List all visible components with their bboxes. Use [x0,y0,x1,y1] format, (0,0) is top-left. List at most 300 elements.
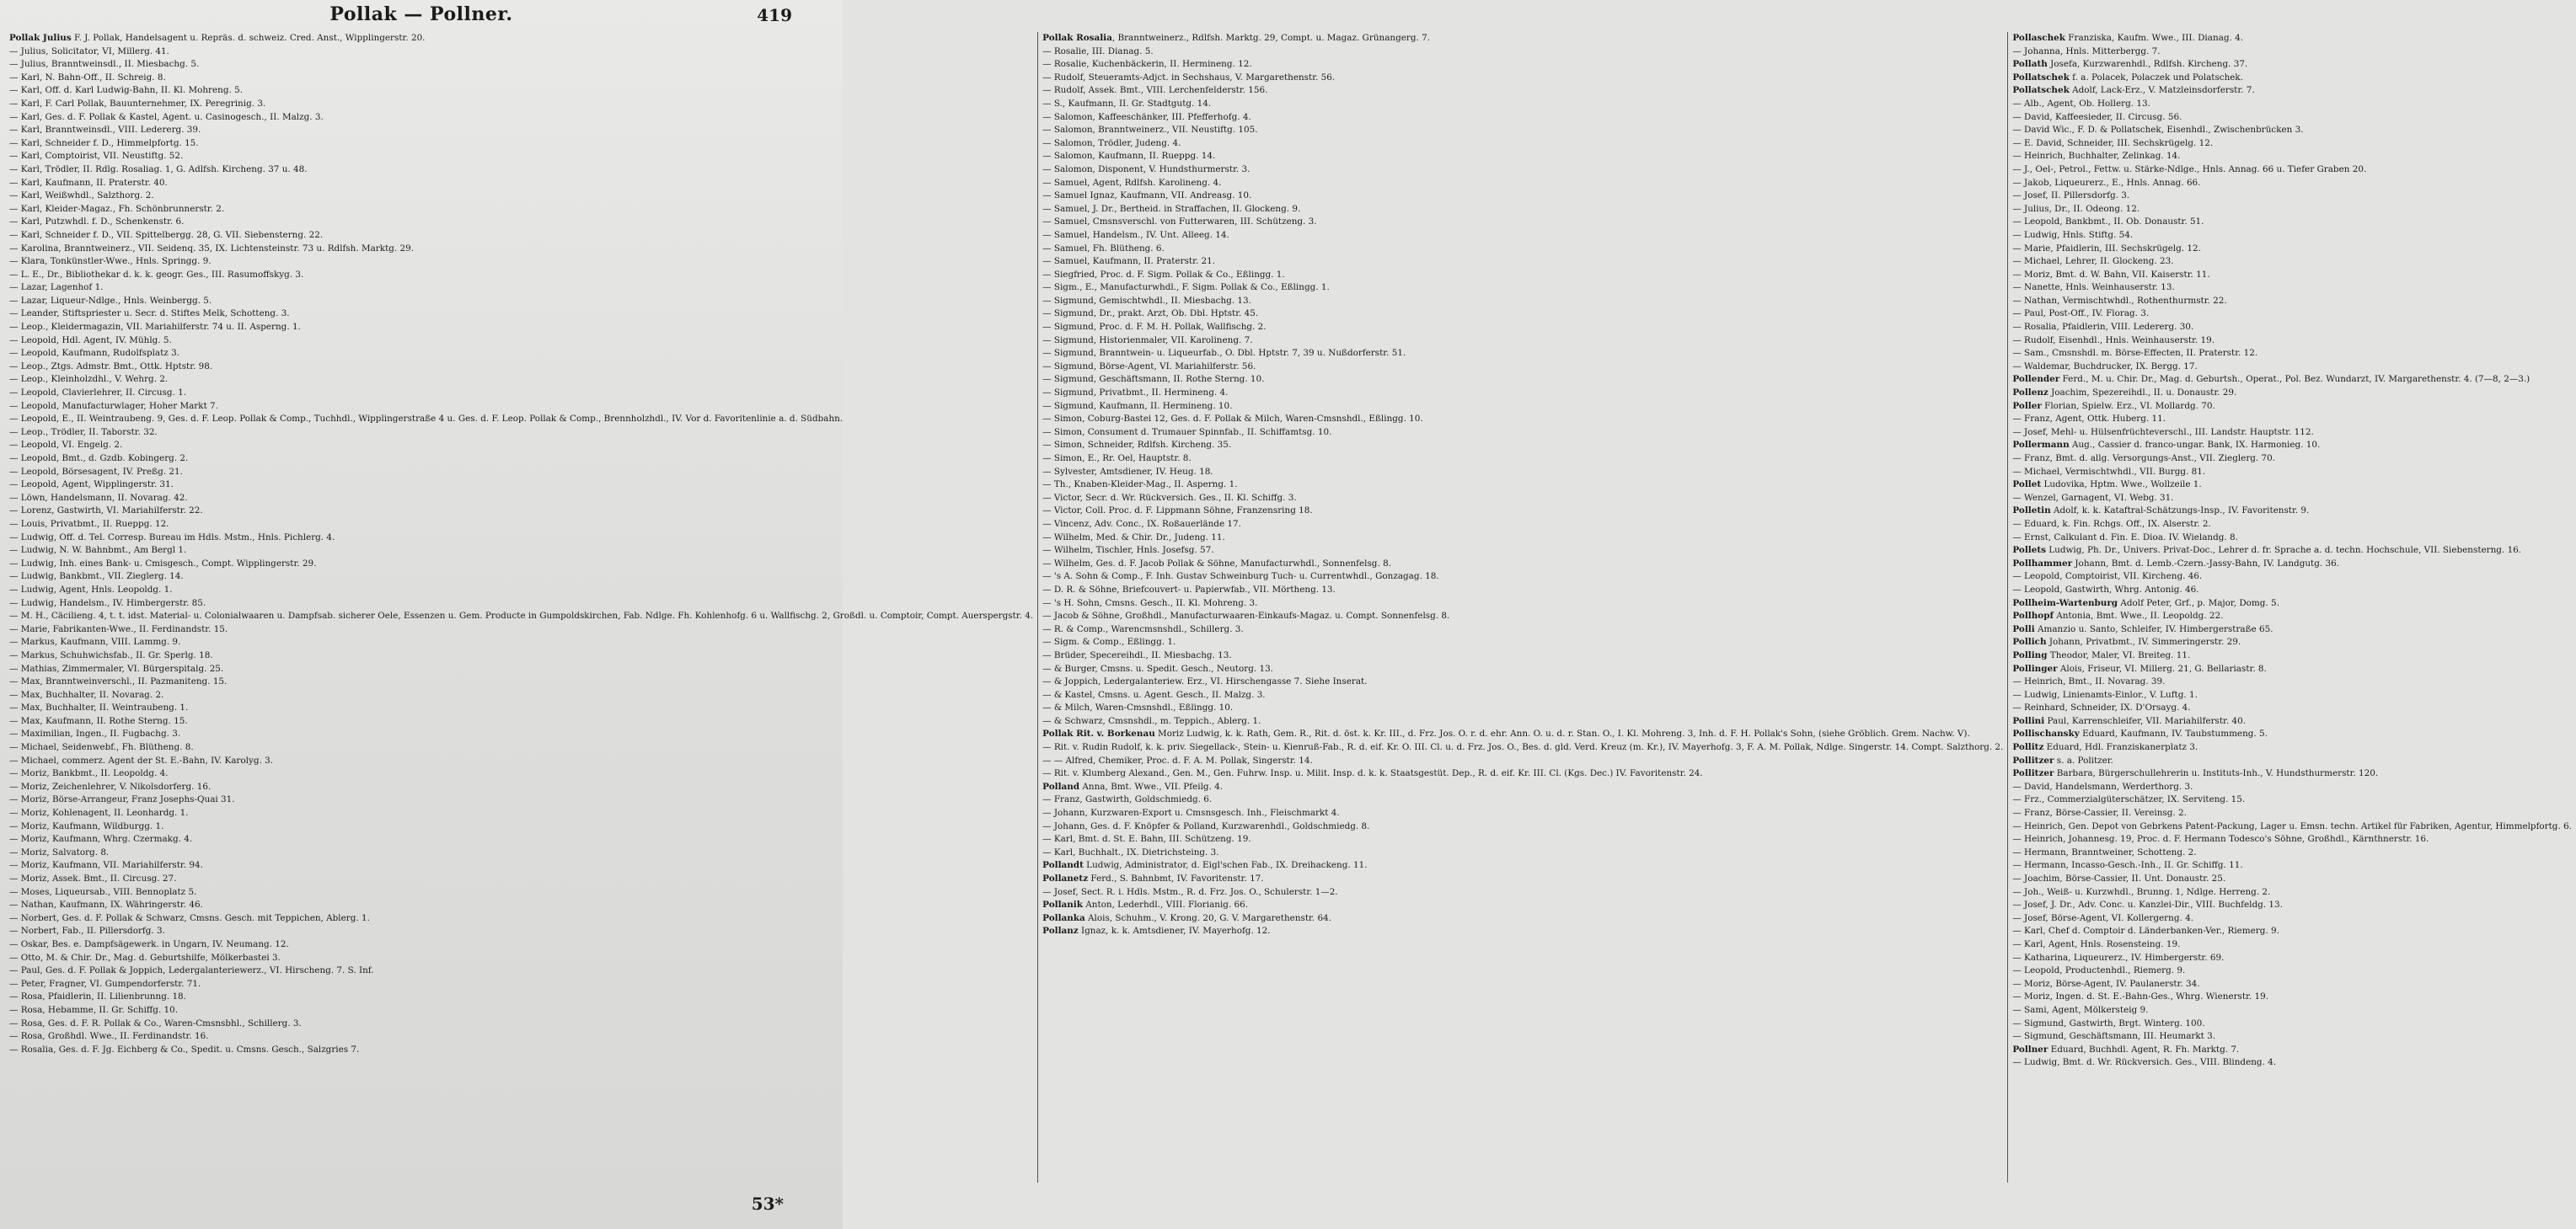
entry-text: — Michael, Lehrer, II. Glockeng. 23. [2012,256,2174,267]
entry-text: Eduard, Kaufmann, IV. Taubstummeng. 5. [2079,729,2268,740]
entry-text: — Ludwig, Hnls. Stiftg. 54. [2012,229,2134,240]
entry-text: — Ludwig, Inh. eines Bank- u. Cmisgesch., Compt. Wipplingerstr. 29. [9,558,317,569]
directory-entry [1042,347,2003,361]
entry-text: Ludwig, Ph. Dr., Univers. Privat-Doc., Lehrer d. fr. Sprache a. d. techn. Hochschule, VII. Siebensterng. 16. [2045,545,2522,556]
directory-entry [2012,636,2572,649]
entry-text: — Karl, Ges. d. F. Pollak & Kastel, Agent. u. Casinogesch., II. Malzg. 3. [9,111,324,122]
column-right [2007,32,2576,1183]
entry-text: — & Joppich, Ledergalanteriew. Erz., VI. Hirschengasse 7. Siehe Inserat. [1042,676,1368,687]
entry-text: — Ludwig, Bmt. d. Wr. Rückversich. Ges., VIII. Blindeng. 4. [2012,1057,2277,1068]
directory-entry [9,32,1033,45]
entry-text: — Paul, Ges. d. F. Pollak & Joppich, Ledergalanteriewerz., VI. Hirscheng. 7. S. Inf. [9,965,374,976]
entry-text: — Sigmund, Börse-Agent, VI. Mariahilferstr. 56. [1042,361,1256,371]
entry-text: — Simon, Consument d. Trumauer Spinnfab., II. Schiffamtsg. 10. [1042,426,1332,437]
directory-entry [1042,229,2003,243]
entry-text: — Rudolf, Assek. Bmt., VIII. Lerchenfelderstr. 156. [1042,85,1268,96]
column-left [5,32,1037,1183]
directory-entry [2012,715,2572,729]
directory-entry [1042,636,2003,649]
directory-entry [1042,373,2003,387]
directory-entry [9,124,1033,137]
directory-entry [9,820,1033,834]
entry-text: — Moriz, Bankbmt., II. Leopoldg. 4. [9,768,169,779]
directory-entry [1042,663,2003,676]
entry-text: — R. & Comp., Warencmsnshdl., Schillerg. 3. [1042,623,1244,634]
directory-entry [1042,794,2003,807]
entry-text: Ignaz, k. k. Amtsdiener, IV. Mayerhofg. 12. [1078,926,1271,937]
entry-text: f. a. Polacek, Polaczek und Polatschek. [2069,72,2244,83]
directory-entry [1042,676,2003,689]
entry-text: Josefa, Kurzwarenhdl., Rdlfsh. Kircheng. 37. [2047,59,2248,70]
directory-entry [2012,1018,2572,1031]
directory-entry [1042,728,2003,741]
directory-entry [9,466,1033,479]
directory-entry [9,649,1033,663]
page-number: 419 [757,5,792,25]
entry-text: — Karl, Comptoirist, VII. Neustiftg. 52. [9,151,184,162]
directory-entry [2012,649,2572,663]
directory-entry [1042,702,2003,715]
directory-entry [1042,570,2003,584]
entry-text: s. a. Politzer. [2054,755,2113,766]
entry-surname: Pollini [2012,715,2045,726]
entry-text: — Wenzel, Garnagent, VI. Webg. 31. [2012,492,2174,503]
directory-entry [1042,387,2003,400]
entry-surname: Pollatschek [2012,85,2070,96]
entry-text: — Lorenz, Gastwirth, VI. Mariahilferstr. 22. [9,505,203,516]
entry-text: — Lazar, Lagenhof 1. [9,282,104,293]
directory-entry [2012,741,2572,755]
directory-entry [9,361,1033,374]
entry-text: Ferd., S. Bahnbmt, IV. Favoritenstr. 17. [1088,874,1264,884]
directory-entry [2012,938,2572,952]
directory-entry [9,570,1033,584]
entry-surname: Polletin [2012,505,2051,516]
entry-surname: Pollitz [2012,742,2044,753]
directory-entry [2012,492,2572,505]
entry-text: — Eduard, k. Fin. Rchgs. Off., IX. Alserstr. 2. [2012,518,2211,529]
directory-entry [2012,1044,2572,1057]
directory-entry [1042,755,2003,768]
entry-text: — Marie, Fabrikanten-Wwe., II. Ferdinandstr. 15. [9,623,228,634]
entry-text: — Moriz, Zeichenlehrer, V. Nikolsdorferg. 16. [9,781,212,792]
entry-surname: Pollak Rosalia [1042,33,1112,43]
entry-surname: Pollandt [1042,860,1084,871]
entry-text: — Heinrich, Buchhalter, Zelinkag. 14. [2012,151,2181,162]
entry-text: — Salomon, Kaufmann, II. Rueppg. 14. [1042,151,1216,162]
entry-text: — Johanna, Hnls. Mitterbergg. 7. [2012,45,2161,56]
directory-entry [9,925,1033,938]
entry-text: — Siegfried, Proc. d. F. Sigm. Pollak & Co., Eßlingg. 1. [1042,269,1285,280]
entry-text: — Ludwig, Handelsm., IV. Himbergerstr. 85. [9,597,206,608]
column-middle [1037,32,2007,1183]
directory-entry [2012,925,2572,938]
entry-text: — Leopold, Clavierlehrer, II. Circusg. 1. [9,387,187,398]
entry-text: — Ernst, Calkulant d. Fin. E. Dioa. IV. Wielandg. 8. [2012,532,2238,542]
entry-text: — Wilhelm, Ges. d. F. Jacob Pollak & Söhne, Manufacturwhdl., Sonnenfelsg. 8. [1042,558,1391,569]
directory-entry [1042,177,2003,190]
directory-entry [1042,124,2003,137]
directory-entry [9,676,1033,689]
entry-text: — Moriz, Assek. Bmt., II. Circusg. 27. [9,874,177,884]
entry-text: — Samuel, J. Dr., Bertheid. in Straffachen, II. Glockeng. 9. [1042,203,1301,214]
directory-entry [9,663,1033,676]
entry-text: — Julius, Dr., II. Odeong. 12. [2012,203,2140,214]
directory-entry [9,1004,1033,1018]
entry-text: — S., Kaufmann, II. Gr. Stadtgutg. 14. [1042,98,1212,109]
entry-text: Adolf, Lack-Erz., V. Matzleinsdorferstr. 7. [2069,85,2255,96]
directory-entry [2012,124,2572,137]
entry-text: — Sam., Cmsnshdl. m. Börse-Effecten, II. Praterstr. 12. [2012,348,2258,359]
directory-entry [9,1044,1033,1057]
directory-entry [9,794,1033,807]
directory-entry [1042,439,2003,452]
entry-text: — Nathan, Kaufmann, IX. Währingerstr. 46. [9,900,203,911]
entry-text: — Victor, Secr. d. Wr. Rückversich. Ges., II. Kl. Schiffg. 3. [1042,492,1297,503]
directory-entry [2012,978,2572,991]
directory-entry [2012,361,2572,374]
directory-entry [9,334,1033,348]
entry-text: Joachim, Spezereihdl., II. u. Donaustr. 29. [2048,387,2237,398]
directory-entry [9,558,1033,571]
entry-text: — Leop., Ztgs. Admstr. Bmt., Ottk. Hptstr. 98. [9,361,213,371]
entry-text: — Sigmund, Gemischtwhdl., II. Miesbachg. 13. [1042,295,1251,306]
directory-entry [2012,570,2572,584]
entry-text: — Sigmund, Gastwirth, Brgt. Winterg. 100. [2012,1018,2205,1029]
directory-entry [9,478,1033,492]
entry-surname: Pollner [2012,1044,2048,1055]
directory-entry [1042,899,2003,912]
entry-text: Anton, Lederhdl., VIII. Florianig. 66. [1082,900,1249,911]
entry-text: — Leopold, Bankbmt., II. Ob. Donaustr. 51. [2012,216,2204,227]
entry-text: Florian, Spielw. Erz., VI. Mollardg. 70. [2041,400,2215,411]
entry-text: — Samuel Ignaz, Kaufmann, VII. Andreasg. 10. [1042,190,1252,201]
directory-entry [2012,964,2572,978]
entry-text: — Sigmund, Proc. d. F. M. H. Pollak, Wallfischg. 2. [1042,322,1267,333]
directory-entry [2012,243,2572,256]
entry-text: — Leopold, Bmt., d. Gzdb. Kobingerg. 2. [9,453,189,463]
entry-text: — Simon, Schneider, Rdlfsh. Kircheng. 35. [1042,440,1232,451]
entry-text: — Maximilian, Ingen., II. Fugbachg. 3. [9,729,181,740]
entry-text: — Max, Buchhalter, II. Novarag. 2. [9,689,164,700]
directory-entry [9,1018,1033,1031]
directory-entry [1042,32,2003,45]
directory-entry [1042,452,2003,466]
entry-text: — Louis, Privatbmt., II. Rueppg. 12. [9,518,169,529]
entry-text: — Rosa, Großhdl. Wwe., II. Ferdinandstr. 16. [9,1031,209,1042]
directory-entry [2012,400,2572,414]
entry-text: — Waldemar, Buchdrucker, IX. Bergg. 17. [2012,361,2198,371]
directory-entry [2012,597,2572,611]
entry-text: — & Schwarz, Cmsnshdl., m. Teppich., Ablerg. 1. [1042,715,1261,726]
directory-entry [1042,544,2003,558]
entry-text: — Sigm. & Comp., Eßlingg. 1. [1042,637,1176,648]
directory-entry [2012,558,2572,571]
entry-text: — Karolina, Branntweinerz., VII. Seidenq. 35, IX. Lichtensteinstr. 73 u. Rdlfsh. Marktg. 29. [9,243,415,254]
entry-text: — Moses, Liqueursab., VIII. Bennoplatz 5. [9,886,197,897]
directory-entry [1042,321,2003,334]
directory-entry [9,532,1033,545]
entry-text: — Karl, Bmt. d. St. E. Bahn, III. Schützeng. 19. [1042,834,1251,845]
directory-entry [2012,505,2572,518]
entry-text: — Michael, Seidenwebf., Fh. Blütheng. 8. [9,742,194,753]
directory-entry [2012,702,2572,715]
entry-text: — Ludwig, Linienamts-Einlor., V. Luftg. 1. [2012,689,2198,700]
directory-entry [2012,1030,2572,1044]
entry-text: — Leopold, Productenhdl., Riemerg. 9. [2012,965,2186,976]
directory-entry [1042,163,2003,177]
directory-entry [9,413,1033,426]
entry-text: — Victor, Coll. Proc. d. F. Lippmann Söhne, Franzensring 18. [1042,505,1313,516]
entry-text: — Markus, Kaufmann, VIII. Lammg. 9. [9,637,181,648]
directory-entry [2012,847,2572,860]
directory-entry [1042,518,2003,532]
entry-text: — Julius, Solicitator, VI, Millerg. 41. [9,45,169,56]
directory-entry [9,859,1033,873]
entry-text: — Leopold, Comptoirist, VII. Kircheng. 46. [2012,571,2203,582]
directory-entry [2012,111,2572,125]
entry-text: — Josef, J. Dr., Adv. Conc. u. Kanzlei-Dir., VIII. Buchfeldg. 13. [2012,900,2283,911]
directory-entry [9,452,1033,466]
entry-surname: Pollhammer [2012,558,2073,569]
entry-text: — Jacob & Söhne, Großhdl., Manufacturwaaren-Einkaufs-Magaz. u. Compt. Sonnenfelsg. 8. [1042,611,1450,622]
directory-entry [9,150,1033,163]
entry-text: — Moriz, Salvatorg. 8. [9,847,110,858]
directory-entry [2012,150,2572,163]
entry-text: — Michael, commerz. Agent der St. E.-Bahn, IV. Karolyg. 3. [9,755,274,766]
entry-text: — Nathan, Vermischtwhdl., Rothenthurmstr. 22. [2012,295,2227,306]
entry-text: — Simon, Coburg-Bastei 12, Ges. d. F. Pollak & Milch, Waren-Cmsnshdl., Eßlingg. 10. [1042,414,1423,425]
entry-text: — Th., Knaben-Kleider-Mag., II. Asperng. 1. [1042,479,1238,490]
directory-entry [2012,794,2572,807]
directory-entry [9,899,1033,912]
entry-text: Johann, Privatbmt., IV. Simmeringerstr. 29. [2046,637,2241,648]
directory-entry [2012,163,2572,177]
directory-entry [1042,307,2003,321]
entry-text: — Lazar, Liqueur-Ndlge., Hnls. Weinbergg. 5. [9,295,212,306]
directory-entry [1042,820,2003,834]
directory-entry [2012,755,2572,768]
entry-text: — Johann, Kurzwaren-Export u. Cmsnsgesch. Inh., Fleischmarkt 4. [1042,808,1340,819]
entry-surname: Polli [2012,623,2035,634]
entry-text: — Karl, Off. d. Karl Ludwig-Bahn, II. Kl. Mohreng. 5. [9,85,244,96]
entry-text: — Oskar, Bes. e. Dampfsägewerk. in Ungarn, IV. Neumang. 12. [9,938,289,949]
directory-entry [1042,400,2003,414]
entry-surname: Pollets [2012,545,2046,556]
entry-text: — Hermann, Branntweiner, Schotteng. 2. [2012,847,2197,858]
directory-entry [9,203,1033,216]
directory-entry [2012,426,2572,440]
entry-text: — David, Handelsmann, Werderthorg. 3. [2012,781,2193,792]
directory-columns [5,32,2572,1183]
directory-entry [9,373,1033,387]
directory-entry [9,281,1033,295]
entry-text: Franziska, Kaufm. Wwe., III. Dianag. 4. [2065,33,2244,43]
entry-text: — L. E., Dr., Bibliothekar d. k. k. geogr. Ges., III. Rasumoffskyg. 3. [9,269,304,280]
directory-entry [2012,98,2572,111]
directory-entry [9,938,1033,952]
entry-surname: Pollitzer [2012,768,2054,779]
directory-entry [1042,597,2003,611]
entry-text: Alois, Schuhm., V. Krong. 20, G. V. Margarethenstr. 64. [1084,912,1331,923]
directory-entry [2012,229,2572,243]
directory-entry [9,216,1033,229]
entry-text: — Mathias, Zimmermaler, VI. Bürgerspitalg. 25. [9,663,224,674]
directory-entry [1042,150,2003,163]
entry-text: — Franz, Börse-Cassier, II. Vereinsg. 2. [2012,808,2187,819]
directory-entry [9,387,1033,400]
entry-text: Ludovika, Hptm. Wwe., Wollzeile 1. [2041,479,2202,490]
entry-text: — Wilhelm, Tischler, Hnls. Josefsg. 57. [1042,545,1214,556]
entry-text: — Josef, Sect. R. i. Hdls. Mstm., R. d. Frz. Jos. O., Schulerstr. 1—2. [1042,886,1338,897]
entry-text: — Max, Buchhalter, II. Weintraubeng. 1. [9,703,189,713]
entry-text: — & Milch, Waren-Cmsnshdl., Eßlingg. 10. [1042,703,1234,713]
entry-text: — David Wic., F. D. & Pollatschek, Eisenhdl., Zwischenbrücken 3. [2012,125,2304,136]
entry-text: — Rit. v. Rudin Rudolf, k. k. priv. Siegellack-, Stein- u. Kienruß-Fab., R. d. eif. Kr. O. III. Cl. u. d. Frz. Jos. O., Bes. d. gld. Verd. Kreuz (m. Kr.), IV. Mayerhofg. 3, F. A. M. Pollak, Ndlge. Singerstr. 14. Compt. Salzthorg. 2. [1042,742,2004,753]
directory-entry [9,702,1033,715]
directory-entry [9,741,1033,755]
entry-text: — Karl, Weißwhdl., Salzthorg. 2. [9,190,154,201]
directory-entry [9,400,1033,414]
directory-entry [9,873,1033,886]
directory-entry [2012,347,2572,361]
directory-entry [1042,281,2003,295]
entry-text: — Sigm., E., Manufacturwhdl., F. Sigm. Pollak & Co., Eßlingg. 1. [1042,282,1330,293]
entry-text: — Ludwig, N. W. Bahnbmt., Am Bergl 1. [9,545,187,556]
directory-entry [1042,584,2003,597]
directory-entry [2012,321,2572,334]
entry-text: — & Burger, Cmsns. u. Spedit. Gesch., Neutorg. 13. [1042,663,1273,674]
entry-text: Alois, Friseur, VI. Millerg. 21, G. Bellariastr. 8. [2057,663,2267,674]
directory-entry [2012,295,2572,308]
directory-entry [9,636,1033,649]
entry-text: — Leopold, Börsesagent, IV. Preßg. 21. [9,466,183,477]
directory-entry [2012,991,2572,1004]
directory-entry [2012,781,2572,794]
entry-text: — Katharina, Liqueurerz., IV. Himbergerstr. 69. [2012,952,2225,963]
directory-entry [9,84,1033,98]
directory-entry [2012,387,2572,400]
directory-entry [2012,255,2572,269]
entry-text: — Alb., Agent, Ob. Hollerg. 13. [2012,98,2150,109]
entry-text: — Sigmund, Historienmaler, VII. Karolineng. 7. [1042,334,1253,345]
directory-entry [1042,98,2003,111]
directory-entry [2012,544,2572,558]
entry-text: — Leopold, Kaufmann, Rudolfsplatz 3. [9,348,179,359]
directory-entry [1042,715,2003,729]
directory-entry [1042,492,2003,505]
directory-entry [2012,1004,2572,1018]
directory-entry [1042,243,2003,256]
directory-entry [1042,45,2003,59]
page-header [0,3,843,29]
entry-text: — Moriz, Börse-Agent, IV. Paulanerstr. 34. [2012,978,2200,989]
directory-entry [2012,269,2572,282]
entry-text: — Rosa, Pfaidlerin, II. Lilienbrunng. 18. [9,991,186,1002]
directory-entry [9,45,1033,59]
directory-entry [1042,925,2003,938]
entry-text: — Leopold, VI. Engelg. 2. [9,440,123,451]
entry-text: — Peter, Fragner, VI. Gumpendorferstr. 71. [9,978,201,989]
entry-surname: Pollak Rit. v. Borkenau [1042,729,1155,740]
entry-text: — Moriz, Ingen. d. St. E.-Bahn-Ges., Whrg. Wienerstr. 19. [2012,991,2269,1002]
directory-entry [9,518,1033,532]
directory-entry [9,98,1033,111]
directory-entry [1042,781,2003,794]
directory-entry [9,229,1033,243]
entry-text: — Leopold, Agent, Wipplingerstr. 31. [9,479,174,490]
directory-entry [1042,478,2003,492]
entry-text: — Brüder, Specereihdl., II. Miesbachg. 13. [1042,649,1232,660]
directory-entry [9,426,1033,440]
entry-text: — Karl, Buchhalt., IX. Dietrichsteing. 3. [1042,847,1219,858]
directory-entry [2012,767,2572,781]
entry-text: — Ludwig, Bankbmt., VII. Zieglerg. 14. [9,571,184,582]
entry-surname: Pollenz [2012,387,2048,398]
entry-text: Antonia, Bmt. Wwe., II. Leopoldg. 22. [2053,611,2224,622]
directory-entry [2012,281,2572,295]
entry-text: — Joachim, Börse-Cassier, II. Unt. Donaustr. 25. [2012,874,2226,884]
entry-text: — Rosalia, Pfaidlerin, VIII. Ledererg. 30. [2012,322,2194,333]
entry-text: — Sigmund, Branntwein- u. Liqueurfab., O. Dbl. Hptstr. 7, 39 u. Nußdorferstr. 51. [1042,348,1406,359]
entry-text: — Löwn, Handelsmann, II. Novarag. 42. [9,492,188,503]
directory-entry [2012,610,2572,623]
directory-entry [1042,190,2003,203]
directory-entry [1042,558,2003,571]
directory-entry [2012,676,2572,689]
entry-surname: Pollitzer [2012,755,2054,766]
entry-surname: Pollaschek [2012,33,2065,43]
directory-entry [2012,334,2572,348]
directory-entry [1042,255,2003,269]
entry-text: — J., Oel-, Petrol., Fettw. u. Stärke-Ndlge., Hnls. Annag. 66 u. Tiefer Graben 20. [2012,163,2367,174]
directory-entry [1042,361,2003,374]
entry-text: — Heinrich, Bmt., II. Novarag. 39. [2012,676,2166,687]
entry-text: — Norbert, Ges. d. F. Pollak & Schwarz, Cmsns. Gesch. mit Teppichen, Ablerg. 1. [9,912,370,923]
directory-entry [9,72,1033,85]
entry-text: Adolf, k. k. Kataftral-Schätzungs-Insp., IV. Favoritenstr. 9. [2050,505,2310,516]
directory-entry [2012,663,2572,676]
directory-entry [2012,532,2572,545]
directory-entry [2012,689,2572,703]
entry-text: — Josef, Mehl- u. Hülsenfrüchteverschl., III. Landstr. Hauptstr. 112. [2012,426,2314,437]
entry-surname: Pollanik [1042,900,1083,911]
directory-entry [1042,610,2003,623]
entry-text: — Josef, Börse-Agent, VI. Kollergerng. 4. [2012,912,2194,923]
directory-entry [9,439,1033,452]
entry-text: — Karl, Schneider f. D., Himmelpfortg. 15. [9,137,199,148]
directory-entry [2012,413,2572,426]
entry-text: — Salomon, Branntweinerz., VII. Neustiftg. 105. [1042,125,1258,136]
directory-entry [2012,478,2572,492]
directory-entry [9,952,1033,965]
directory-entry [1042,216,2003,229]
directory-entry [9,243,1033,256]
directory-entry [9,255,1033,269]
entry-text: — Michael, Vermischtwhdl., VII. Burgg. 81. [2012,466,2206,477]
entry-text: — Norbert, Fab., II. Pillersdorfg. 3. [9,926,165,937]
entry-surname: Pollinger [2012,663,2058,674]
directory-entry [2012,833,2572,847]
directory-entry [2012,439,2572,452]
directory-entry [1042,111,2003,125]
entry-text: — Leopold, Gastwirth, Whrg. Antonig. 46. [2012,584,2199,595]
entry-text: — Franz, Bmt. d. allg. Versorgungs-Anst., VII. Zieglerg. 70. [2012,453,2276,463]
running-head: Pollak — Pollner. [329,3,513,25]
entry-text: — Vincenz, Adv. Conc., IX. Roßauerlände 17. [1042,518,1241,529]
directory-entry [1042,269,2003,282]
entry-text: Amanzio u. Santo, Schleifer, IV. Himbergerstraße 65. [2034,623,2273,634]
